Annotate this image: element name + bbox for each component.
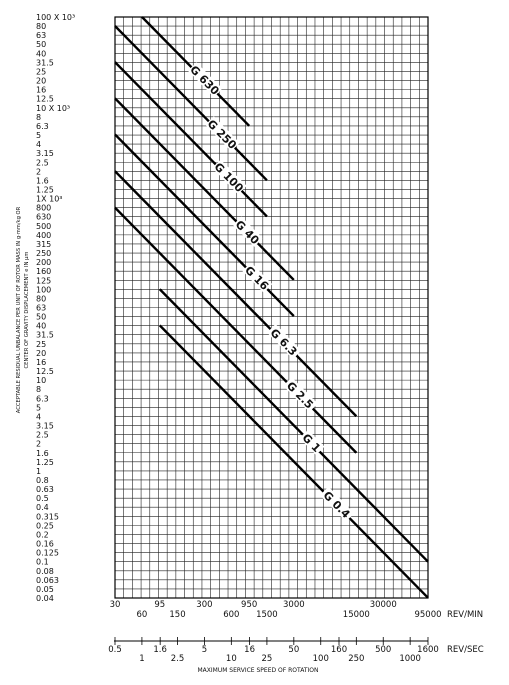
y-tick-label: 6.3 [36, 121, 49, 131]
x-tick-label-rev-sec: 1.6 [153, 645, 167, 655]
y-tick-label: 80 [36, 294, 47, 304]
x-tick-label-rev-min: 300 [196, 600, 213, 610]
y-tick-label: 1.25 [36, 185, 54, 195]
x-tick-label-rev-sec: 16 [244, 645, 255, 655]
x-tick-label-rev-min: 95 [154, 600, 166, 610]
y-tick-label: 40 [36, 49, 47, 59]
y-tick-label: 400 [36, 230, 52, 240]
y-tick-label: 2 [36, 439, 42, 449]
series-label-group [282, 377, 318, 413]
y-tick-label: 1.25 [36, 457, 54, 467]
x-tick-label-rev-min: 950 [241, 600, 258, 610]
series-label: G 250 [204, 117, 240, 152]
y-tick-label: 0.05 [36, 584, 54, 594]
y-tick-label: 50 [36, 40, 47, 50]
y-tick-label: 80 [36, 22, 47, 32]
y-tick-label: 800 [36, 203, 52, 213]
y-tick-label: 6.3 [36, 394, 49, 404]
grid [115, 17, 428, 598]
y-tick-label: 1.6 [36, 176, 49, 186]
y-tick-label: 630 [36, 212, 52, 222]
x-unit-rev-min: REV/MIN [447, 610, 484, 620]
y-tick-label: 0.063 [36, 575, 59, 585]
y-tick-label: 1X 10³ [36, 194, 63, 204]
x-tick-label-rev-sec: 10 [225, 654, 237, 664]
y-tick-label: 0.4 [36, 503, 49, 513]
x-tick-label-rev-min: 15000 [342, 610, 370, 620]
y-tick-label: 5 [36, 403, 42, 413]
y-tick-label: 20 [36, 348, 47, 358]
y-tick-label: 16 [36, 357, 47, 367]
x-tick-label-rev-sec: 1600 [417, 645, 439, 655]
x-tick-label-rev-sec: 50 [288, 645, 300, 655]
x-tick-label-rev-sec: 5 [201, 645, 208, 655]
y-tick-label: 0.5 [36, 494, 49, 504]
y-tick-label: 2.5 [36, 158, 49, 168]
series-label: G 6.3 [267, 326, 300, 359]
x-tick-label-rev-sec: 100 [312, 654, 329, 664]
x-tick-label-rev-sec: 1000 [399, 654, 421, 664]
y-tick-label: 500 [36, 221, 52, 231]
x-tick-label-rev-min: 3000 [283, 600, 305, 610]
series-label: G 2.5 [283, 379, 316, 412]
series-label-group [211, 159, 247, 195]
y-axis-label-line-1: ACCEPTABLE RESIDUAL UNBALANCE PER UNIT OF ROTOR MASS IN g·mm/kg OR [16, 206, 22, 414]
x-tick-label-rev-sec: 25 [261, 654, 273, 664]
x-axis-label: MAXIMUM SERVICE SPEED OF ROTATION [197, 667, 319, 674]
x-tick-label-rev-min: 95000 [414, 610, 442, 620]
y-tick-label: 0.04 [36, 594, 54, 603]
x-tick-label-rev-min: 150 [169, 610, 186, 620]
y-tick-label: 16 [36, 85, 47, 95]
series-label: G 0.4 [320, 488, 353, 521]
y-tick-label: 0.25 [36, 521, 54, 531]
x-tick-label-rev-sec: 160 [330, 645, 348, 655]
y-tick-label: 0.315 [36, 512, 59, 522]
y-tick-label: 10 [36, 376, 47, 386]
y-tick-label: 10 X 10³ [36, 103, 71, 113]
y-tick-label: 3.15 [36, 149, 54, 159]
y-tick-label: 25 [36, 339, 47, 349]
y-tick-label: 1.6 [36, 448, 49, 458]
x-tick-label-rev-sec: 1 [139, 654, 145, 664]
y-tick-label: 8 [36, 112, 42, 122]
y-tick-label: 0.08 [36, 566, 54, 576]
y-tick-label: 3.15 [36, 421, 54, 431]
y-tick-label: 25 [36, 67, 47, 77]
series-label: G 40 [232, 217, 262, 248]
x-unit-rev-sec: REV/SEC [447, 645, 484, 655]
y-tick-label: 50 [36, 312, 47, 322]
y-tick-label: 125 [36, 276, 52, 286]
y-tick-label: 40 [36, 321, 47, 331]
x-tick-labels-rev-min [110, 600, 484, 620]
x-tick-label-rev-min: 30000 [369, 600, 397, 610]
series-label-group [187, 62, 223, 98]
y-axis-label [16, 206, 30, 413]
y-tick-label: 0.16 [36, 539, 54, 549]
series-label-group [204, 116, 240, 152]
y-tick-label: 31.5 [36, 330, 54, 340]
y-tick-label: 8 [36, 385, 42, 395]
x-tick-label-rev-sec: 500 [375, 645, 392, 655]
series-label: G 630 [187, 63, 222, 98]
series-line-g-6-3 [115, 171, 356, 416]
y-tick-label: 63 [36, 303, 47, 313]
series-label: G 16 [242, 263, 272, 293]
y-tick-label: 160 [36, 267, 52, 277]
y-tick-label: 63 [36, 31, 47, 41]
y-tick-label: 31.5 [36, 58, 54, 68]
y-tick-label: 200 [36, 258, 52, 268]
y-tick-labels [36, 13, 75, 603]
y-tick-label: 4 [36, 412, 42, 422]
x-tick-label-rev-min: 60 [136, 610, 148, 620]
y-tick-label: 2 [36, 167, 42, 177]
x-tick-label-rev-min: 600 [223, 610, 240, 620]
y-tick-label: 4 [36, 140, 42, 150]
y-tick-label: 0.8 [36, 475, 49, 485]
series-label: G 1 [299, 431, 324, 455]
y-tick-label: 315 [36, 239, 52, 249]
y-tick-label: 12.5 [36, 94, 54, 104]
series-label-group [319, 487, 355, 523]
y-tick-label: 20 [36, 76, 47, 86]
y-tick-label: 5 [36, 131, 42, 141]
x-tick-label-rev-min: 1500 [256, 610, 278, 620]
x-tick-label-rev-sec: 2.5 [170, 654, 185, 664]
y-tick-label: 0.63 [36, 485, 54, 495]
x-tick-label-rev-sec: 250 [348, 654, 365, 664]
x-tick-label-rev-sec: 0.5 [108, 645, 122, 655]
y-tick-label: 250 [36, 249, 52, 259]
y-tick-label: 0.125 [36, 548, 59, 558]
y-tick-label: 12.5 [36, 367, 54, 377]
y-tick-label: 0.2 [36, 530, 49, 540]
y-tick-label: 0.1 [36, 557, 49, 567]
x-tick-label-rev-min: 30 [109, 600, 121, 610]
y-tick-label: 2.5 [36, 430, 49, 440]
y-tick-label: 100 [36, 285, 52, 295]
y-tick-label: 1 [36, 466, 42, 476]
series-line-g-2-5 [115, 208, 356, 453]
series-label: G 100 [211, 160, 246, 195]
x-tick-labels-rev-sec [108, 637, 483, 664]
y-tick-label: 100 X 10³ [36, 13, 76, 22]
y-axis-label-line-2: CENTER OF GRAVITY DISPLACEMENT e IN μm [24, 251, 30, 369]
